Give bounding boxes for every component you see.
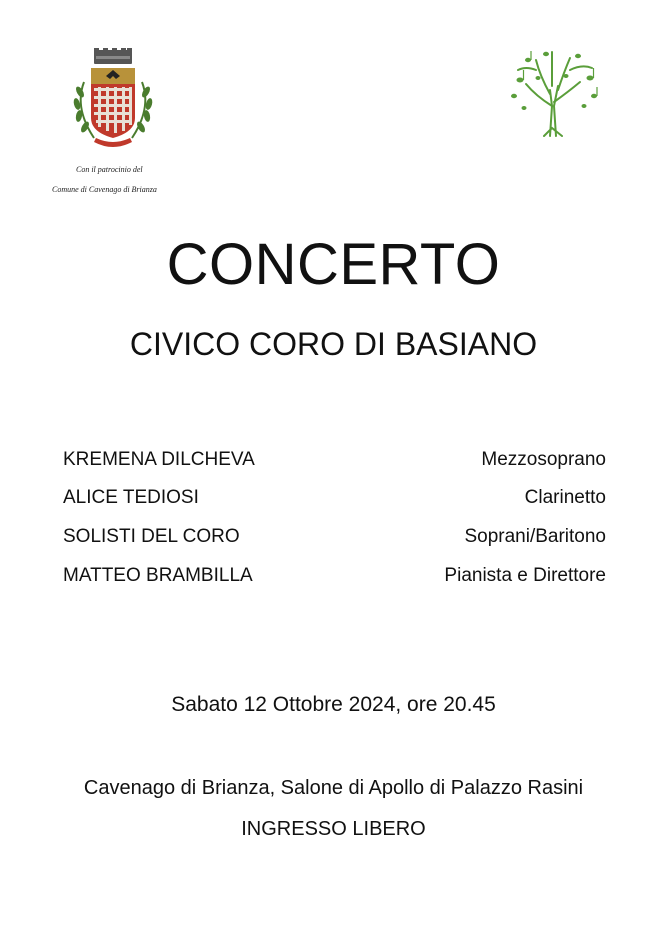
performer-role: Soprani/Baritono (464, 526, 606, 547)
performer-row (63, 486, 606, 510)
performer-row (63, 525, 606, 549)
performer-row (63, 564, 606, 588)
concert-title: CONCERTO (166, 232, 501, 297)
performer-name: ALICE TEDIOSI (63, 487, 199, 508)
performer-role: Mezzosoprano (481, 449, 606, 470)
performer-name: SOLISTI DEL CORO (63, 526, 240, 547)
municipal-coat-of-arms-icon (60, 46, 166, 154)
performer-row (63, 448, 606, 472)
patronage-line-1: Con il patrocinio del (76, 165, 143, 174)
performer-role: Clarinetto (524, 487, 606, 508)
patronage-line-2: Comune di Cavenago di Brianza (52, 185, 157, 194)
event-date: Sabato 12 Ottobre 2024, ore 20.45 (171, 693, 496, 716)
performer-name: KREMENA DILCHEVA (63, 449, 255, 470)
choir-name: CIVICO CORO DI BASIANO (129, 326, 538, 362)
free-entry-notice: INGRESSO LIBERO (241, 818, 426, 840)
event-venue: Cavenago di Brianza, Salone di Apollo di Palazzo Rasini (83, 777, 584, 799)
performer-role: Pianista e Direttore (444, 565, 606, 586)
musical-tree-icon (506, 46, 600, 138)
performer-name: MATTEO BRAMBILLA (63, 565, 253, 586)
